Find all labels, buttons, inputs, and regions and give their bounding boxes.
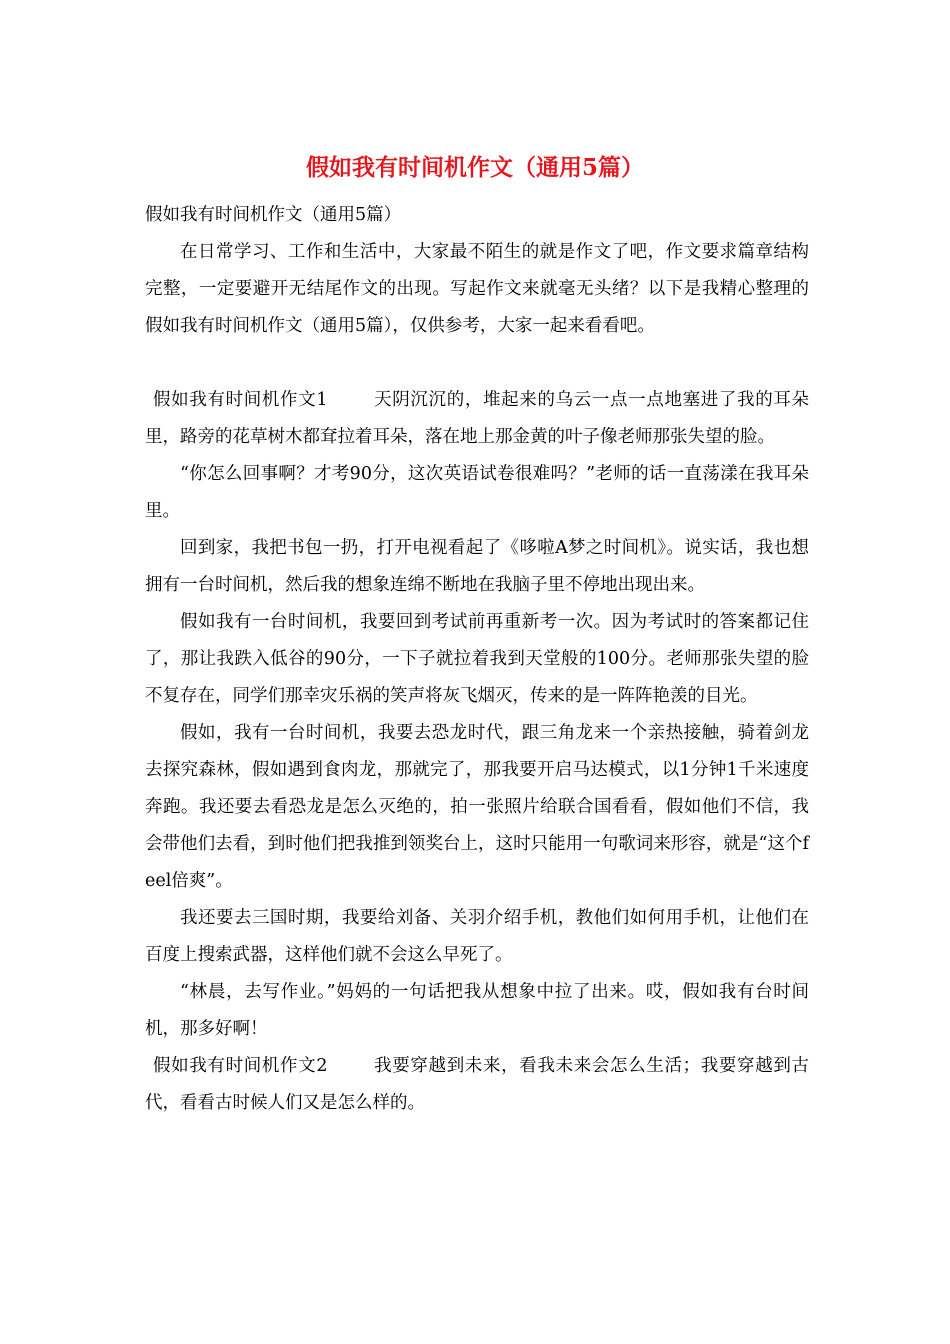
essay-1-first-paragraph: [145, 382, 809, 456]
essay-1-paragraph: “林晨，去写作业。”妈妈的一句话把我从想象中拉了出来。哎，假如我有台时间机，那多好啊！: [145, 982, 809, 1039]
essay-1-opening: 天阴沉沉的，堆起来的乌云一点一点地塞进了我的耳朵里，路旁的花草树木都耷拉着耳朵，落在地上那金黄的叶子像老师那张失望的脸。: [145, 390, 810, 447]
essay-1-label: 假如我有时间机作文1: [153, 390, 328, 410]
essay-1-paragraph: “你怎么回事啊？才考90分，这次英语试卷很难吗？”老师的话一直荡漾在我耳朵里。: [145, 464, 809, 521]
essay-2-label: 假如我有时间机作文2: [153, 1056, 328, 1076]
document-title: 假如我有时间机作文（通用5篇）: [305, 154, 644, 181]
essay-1-paragraph: 假如我有一台时间机，我要回到考试前再重新考一次。因为考试时的答案都记住了，那让我跌入低谷的90分，一下子就拉着我到天堂般的100分。老师那张失望的脸不复存在，同学们那幸灾乐祸的笑声将灰飞烟灭，传来的是一阵阵艳羡的目光。: [145, 612, 809, 706]
document-body: [145, 197, 809, 1122]
essay-2-first-paragraph: [145, 1048, 809, 1122]
essay-1-paragraph: 回到家，我把书包一扔，打开电视看起了《哆啦A梦之时间机》。说实话，我也想拥有一台时间机，然后我的想象连绵不断地在我脑子里不停地出现出来。: [145, 538, 809, 595]
subtitle: 假如我有时间机作文（通用5篇）: [145, 205, 402, 225]
essay-1-paragraph: 假如，我有一台时间机，我要去恐龙时代，跟三角龙来一个亲热接触，骑着剑龙去探究森林，假如遇到食肉龙，那就完了，那我要开启马达模式，以1分钟1千米速度奔跑。我还要去看恐龙是怎么灭绝的，拍一张照片给联合国看看，假如他们不信，我会带他们去看，到时他们把我推到领奖台上，这时只能用一句歌词来形容，就是“这个feel倍爽”。: [145, 723, 809, 891]
intro-paragraph: 在日常学习、工作和生活中，大家最不陌生的就是作文了吧，作文要求篇章结构完整，一定要避开无结尾作文的出现。写起作文来就毫无头绪？以下是我精心整理的假如我有时间机作文（通用5篇），仅供参考，大家一起来看看吧。: [145, 242, 809, 336]
essay-1-paragraph: 我还要去三国时期，我要给刘备、关羽介绍手机，教他们如何用手机，让他们在百度上搜索武器，这样他们就不会这么早死了。: [145, 908, 809, 965]
essay-2-opening: 我要穿越到未来，看我未来会怎么生活；我要穿越到古代，看看古时候人们又是怎么样的。: [145, 1056, 810, 1113]
